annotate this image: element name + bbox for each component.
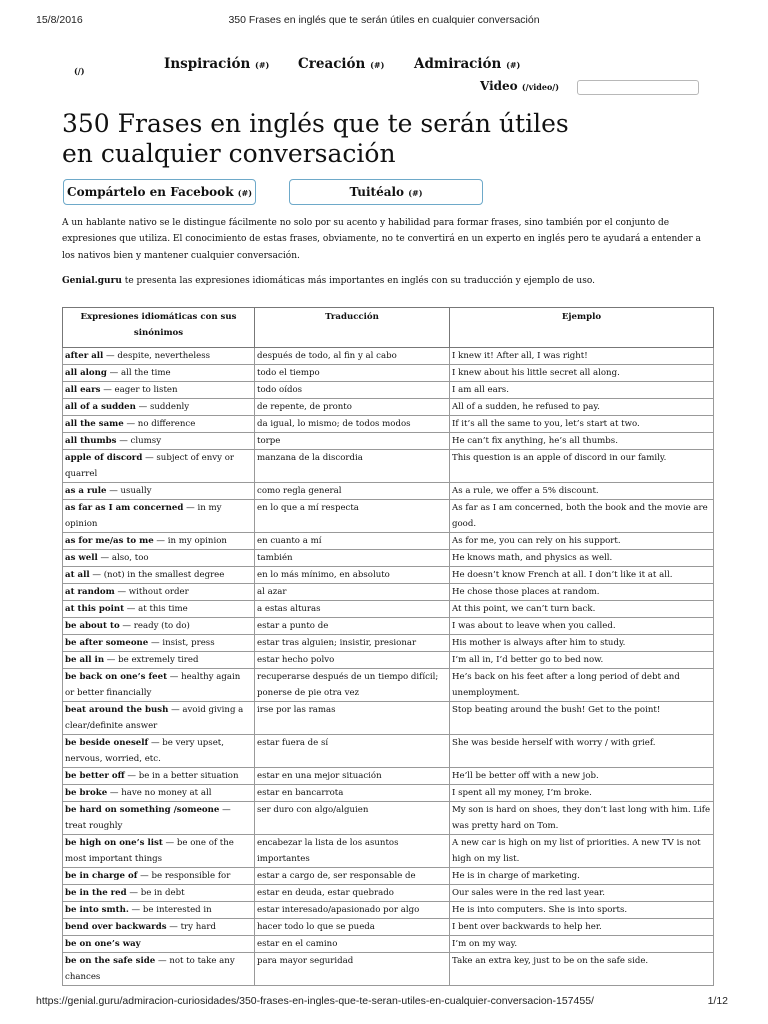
expression-synonyms: — no difference bbox=[123, 419, 196, 429]
example-cell: He is into computers. She is into sports. bbox=[450, 902, 714, 919]
expression-term: be about to bbox=[65, 621, 120, 631]
expression-term: be after someone bbox=[65, 638, 149, 648]
table-row bbox=[63, 785, 714, 802]
expression-term: beat around the bush bbox=[65, 705, 169, 715]
page-title bbox=[62, 109, 702, 169]
expression-cell bbox=[63, 584, 255, 601]
expression-cell bbox=[63, 550, 255, 567]
translation-cell: como regla general bbox=[255, 483, 450, 500]
table-row bbox=[63, 868, 714, 885]
nav-label: Admiración bbox=[414, 56, 502, 72]
table-row bbox=[63, 584, 714, 601]
example-cell: He doesn’t know French at all. I don’t like it at all. bbox=[450, 567, 714, 584]
example-cell: I am all ears. bbox=[450, 382, 714, 399]
expression-synonyms: — despite, nevertheless bbox=[103, 351, 211, 361]
expression-cell bbox=[63, 785, 255, 802]
expression-cell bbox=[63, 669, 255, 702]
table-row bbox=[63, 533, 714, 550]
expression-synonyms: — be one of the most important things bbox=[65, 838, 234, 864]
expression-cell bbox=[63, 601, 255, 618]
expression-term: bend over backwards bbox=[65, 922, 167, 932]
expression-synonyms: — be extremely tired bbox=[104, 655, 199, 665]
expression-term: be beside oneself bbox=[65, 738, 149, 748]
expression-cell bbox=[63, 835, 255, 868]
expression-cell bbox=[63, 399, 255, 416]
share-facebook-button[interactable] bbox=[63, 179, 256, 205]
expression-synonyms: — eager to listen bbox=[100, 385, 178, 395]
brand-name: Genial.guru bbox=[62, 276, 122, 286]
expression-term: be high on one’s list bbox=[65, 838, 163, 848]
share-facebook-anchor: (#) bbox=[237, 188, 252, 198]
expression-synonyms: — be responsible for bbox=[137, 871, 231, 881]
expression-cell bbox=[63, 919, 255, 936]
expression-cell bbox=[63, 902, 255, 919]
example-cell: As a rule, we offer a 5% discount. bbox=[450, 483, 714, 500]
expression-cell bbox=[63, 500, 255, 533]
phrases-table bbox=[62, 307, 714, 986]
expression-cell bbox=[63, 483, 255, 500]
example-cell: Take an extra key, just to be on the safe side. bbox=[450, 953, 714, 986]
expression-term: be on one’s way bbox=[65, 939, 141, 949]
translation-cell: estar hecho polvo bbox=[255, 652, 450, 669]
translation-cell: de repente, de pronto bbox=[255, 399, 450, 416]
table-header-row bbox=[63, 308, 714, 348]
top-navigation bbox=[0, 52, 768, 102]
expression-cell bbox=[63, 618, 255, 635]
translation-cell: en cuanto a mí bbox=[255, 533, 450, 550]
expression-cell bbox=[63, 348, 255, 365]
example-cell: Our sales were in the red last year. bbox=[450, 885, 714, 902]
expression-term: be all in bbox=[65, 655, 105, 665]
table-row bbox=[63, 618, 714, 635]
table-row bbox=[63, 433, 714, 450]
example-cell: As for me, you can rely on his support. bbox=[450, 533, 714, 550]
expression-synonyms: — also, too bbox=[97, 553, 149, 563]
share-twitter-anchor: (#) bbox=[408, 188, 423, 198]
translation-cell: después de todo, al fin y al cabo bbox=[255, 348, 450, 365]
table-row bbox=[63, 500, 714, 533]
header-example: Ejemplo bbox=[450, 308, 714, 348]
example-cell: I knew about his little secret all along. bbox=[450, 365, 714, 382]
expression-cell bbox=[63, 735, 255, 768]
share-twitter-label: Tuitéalo bbox=[349, 185, 405, 199]
translation-cell: irse por las ramas bbox=[255, 702, 450, 735]
translation-cell: estar en el camino bbox=[255, 936, 450, 953]
nav-label: Inspiración bbox=[164, 56, 251, 72]
expression-cell bbox=[63, 702, 255, 735]
expression-cell bbox=[63, 953, 255, 986]
table-row bbox=[63, 483, 714, 500]
expression-synonyms: — ready (to do) bbox=[119, 621, 190, 631]
example-cell: As far as I am concerned, both the book and the movie are good. bbox=[450, 500, 714, 533]
example-cell: He is in charge of marketing. bbox=[450, 868, 714, 885]
expression-synonyms: — (not) in the smallest degree bbox=[89, 570, 225, 580]
expression-term: as far as I am concerned bbox=[65, 503, 184, 513]
title-line-2: en cualquier conversación bbox=[62, 139, 396, 168]
expression-synonyms: — subject of envy or quarrel bbox=[65, 453, 235, 479]
print-date: 15/8/2016 bbox=[36, 14, 83, 26]
expression-term: all the same bbox=[65, 419, 124, 429]
translation-cell: en lo más mínimo, en absoluto bbox=[255, 567, 450, 584]
expression-synonyms: — in my opinion bbox=[65, 503, 222, 529]
table-row bbox=[63, 567, 714, 584]
nav-item-admiracion[interactable] bbox=[414, 56, 520, 72]
expression-term: be better off bbox=[65, 771, 125, 781]
nav-item-inspiracion[interactable] bbox=[164, 56, 269, 72]
expression-term: be in charge of bbox=[65, 871, 138, 881]
intro-2-text: te presenta las expresiones idiomáticas más importantes en inglés con su traducción y ejemplo de uso. bbox=[121, 276, 595, 286]
expression-cell bbox=[63, 868, 255, 885]
table-row bbox=[63, 919, 714, 936]
expression-term: at all bbox=[65, 570, 90, 580]
header-translation: Traducción bbox=[255, 308, 450, 348]
example-cell: If it’s all the same to you, let’s start at two. bbox=[450, 416, 714, 433]
table-row bbox=[63, 936, 714, 953]
expression-cell bbox=[63, 365, 255, 382]
expression-synonyms: — have no money at all bbox=[107, 788, 212, 798]
nav-link-anchor: (/video/) bbox=[521, 82, 559, 92]
expression-synonyms: — clumsy bbox=[116, 436, 162, 446]
translation-cell: hacer todo lo que se pueda bbox=[255, 919, 450, 936]
expression-term: after all bbox=[65, 351, 104, 361]
expression-cell bbox=[63, 433, 255, 450]
expression-synonyms: — be interested in bbox=[128, 905, 212, 915]
example-cell: Stop beating around the bush! Get to the point! bbox=[450, 702, 714, 735]
table-row bbox=[63, 348, 714, 365]
translation-cell: estar a cargo de, ser responsable de bbox=[255, 868, 450, 885]
expression-synonyms: — be in debt bbox=[126, 888, 185, 898]
example-cell: He chose those places at random. bbox=[450, 584, 714, 601]
example-cell: His mother is always after him to study. bbox=[450, 635, 714, 652]
example-cell: I was about to leave when you called. bbox=[450, 618, 714, 635]
translation-cell: da igual, lo mismo; de todos modos bbox=[255, 416, 450, 433]
example-cell: He’ll be better off with a new job. bbox=[450, 768, 714, 785]
nav-item-video[interactable] bbox=[480, 79, 559, 93]
example-cell: I’m all in, I’d better go to bed now. bbox=[450, 652, 714, 669]
expression-synonyms: — avoid giving a clear/definite answer bbox=[65, 705, 244, 731]
table-row bbox=[63, 902, 714, 919]
print-page-title: 350 Frases en inglés que te serán útiles en cualquier conversación bbox=[228, 14, 540, 26]
expression-cell bbox=[63, 802, 255, 835]
example-cell: He knows math, and physics as well. bbox=[450, 550, 714, 567]
example-cell: I spent all my money, I’m broke. bbox=[450, 785, 714, 802]
expression-term: all along bbox=[65, 368, 107, 378]
table-row bbox=[63, 835, 714, 868]
expression-term: as a rule bbox=[65, 486, 107, 496]
intro-paragraph: A un hablante nativo se le distingue fácilmente no solo por su acento y habilidad para formar frases, sino también por el conjunto de expresiones que utiliza. El conocimiento de estas frases, obviamente, no te convertirá en un experto en inglés pero te ayudará a entender a los nativos bien y mantener cualquier conversación. bbox=[62, 218, 701, 261]
expression-synonyms: — usually bbox=[106, 486, 152, 496]
expression-term: all thumbs bbox=[65, 436, 117, 446]
expression-synonyms: — insist, press bbox=[148, 638, 215, 648]
expression-synonyms: — healthy again or better financially bbox=[65, 672, 241, 698]
expression-synonyms: — at this time bbox=[124, 604, 188, 614]
translation-cell: manzana de la discordia bbox=[255, 450, 450, 483]
translation-cell: todo el tiempo bbox=[255, 365, 450, 382]
expression-term: all of a sudden bbox=[65, 402, 136, 412]
example-cell: A new car is high on my list of priorities. A new TV is not high on my list. bbox=[450, 835, 714, 868]
expression-synonyms: — all the time bbox=[106, 368, 171, 378]
title-line-1: 350 Frases en inglés que te serán útiles bbox=[62, 109, 569, 138]
expression-synonyms: — be in a better situation bbox=[124, 771, 239, 781]
share-facebook-label: Compártelo en Facebook bbox=[67, 185, 234, 199]
expression-term: as for me/as to me bbox=[65, 536, 154, 546]
expression-term: as well bbox=[65, 553, 98, 563]
expression-synonyms: — try hard bbox=[166, 922, 217, 932]
home-link[interactable]: (/) bbox=[74, 66, 85, 76]
table-row bbox=[63, 802, 714, 835]
table-row bbox=[63, 601, 714, 618]
intro-paragraph-2 bbox=[62, 273, 712, 289]
translation-cell: estar en deuda, estar quebrado bbox=[255, 885, 450, 902]
expression-term: be back on one’s feet bbox=[65, 672, 168, 682]
expression-synonyms: — not to take any chances bbox=[65, 956, 235, 982]
nav-link-anchor: (#) bbox=[506, 60, 521, 70]
translation-cell: a estas alturas bbox=[255, 601, 450, 618]
nav-label: Video bbox=[480, 79, 518, 93]
table-row bbox=[63, 768, 714, 785]
expression-cell bbox=[63, 885, 255, 902]
translation-cell: recuperarse después de un tiempo difícil; ponerse de pie otra vez bbox=[255, 669, 450, 702]
expression-cell bbox=[63, 382, 255, 399]
example-cell: He’s back on his feet after a long period of debt and unemployment. bbox=[450, 669, 714, 702]
translation-cell: estar interesado/apasionado por algo bbox=[255, 902, 450, 919]
example-cell: All of a sudden, he refused to pay. bbox=[450, 399, 714, 416]
share-twitter-button[interactable] bbox=[289, 179, 483, 205]
table-body bbox=[63, 348, 714, 986]
translation-cell: estar en bancarrota bbox=[255, 785, 450, 802]
translation-cell: estar en una mejor situación bbox=[255, 768, 450, 785]
table-row bbox=[63, 735, 714, 768]
expression-term: at this point bbox=[65, 604, 125, 614]
expression-synonyms: — be very upset, nervous, worried, etc. bbox=[65, 738, 224, 764]
table-row bbox=[63, 885, 714, 902]
expression-cell bbox=[63, 768, 255, 785]
translation-cell: al azar bbox=[255, 584, 450, 601]
expression-cell bbox=[63, 652, 255, 669]
expression-term: be into smth. bbox=[65, 905, 129, 915]
translation-cell: en lo que a mí respecta bbox=[255, 500, 450, 533]
expression-term: be in the red bbox=[65, 888, 127, 898]
nav-link-anchor: (#) bbox=[255, 60, 270, 70]
example-cell: My son is hard on shoes, they don’t last long with him. Life was pretty hard on Tom. bbox=[450, 802, 714, 835]
table-row bbox=[63, 416, 714, 433]
nav-label: Creación bbox=[298, 56, 366, 72]
table-row bbox=[63, 365, 714, 382]
expression-synonyms: — suddenly bbox=[135, 402, 190, 412]
expression-cell bbox=[63, 416, 255, 433]
translation-cell: encabezar la lista de los asuntos importantes bbox=[255, 835, 450, 868]
table-row bbox=[63, 382, 714, 399]
expression-cell bbox=[63, 450, 255, 483]
example-cell: I knew it! After all, I was right! bbox=[450, 348, 714, 365]
example-cell: I bent over backwards to help her. bbox=[450, 919, 714, 936]
print-url: https://genial.guru/admiracion-curiosidades/350-frases-en-ingles-que-te-seran-utiles-en-cualquier-conversacion-157455/ bbox=[36, 995, 594, 1007]
translation-cell: para mayor seguridad bbox=[255, 953, 450, 986]
translation-cell: torpe bbox=[255, 433, 450, 450]
expression-term: at random bbox=[65, 587, 115, 597]
translation-cell: estar fuera de sí bbox=[255, 735, 450, 768]
example-cell: I’m on my way. bbox=[450, 936, 714, 953]
expression-term: be on the safe side bbox=[65, 956, 156, 966]
expression-synonyms: — in my opinion bbox=[153, 536, 227, 546]
table-row bbox=[63, 953, 714, 986]
print-footer bbox=[0, 995, 768, 1009]
example-cell: She was beside herself with worry / with grief. bbox=[450, 735, 714, 768]
table-row bbox=[63, 702, 714, 735]
translation-cell: estar a punto de bbox=[255, 618, 450, 635]
page-counter: 1/12 bbox=[707, 995, 728, 1007]
header-expressions: Expresiones idiomáticas con sus sinónimos bbox=[63, 308, 255, 348]
expression-term: be broke bbox=[65, 788, 108, 798]
expression-cell bbox=[63, 635, 255, 652]
example-cell: This question is an apple of discord in our family. bbox=[450, 450, 714, 483]
table-row bbox=[63, 550, 714, 567]
expression-cell bbox=[63, 533, 255, 550]
translation-cell: todo oídos bbox=[255, 382, 450, 399]
translation-cell: ser duro con algo/alguien bbox=[255, 802, 450, 835]
expression-cell bbox=[63, 567, 255, 584]
table-row bbox=[63, 399, 714, 416]
table-row bbox=[63, 652, 714, 669]
translation-cell: también bbox=[255, 550, 450, 567]
translation-cell: estar tras alguien; insistir, presionar bbox=[255, 635, 450, 652]
example-cell: At this point, we can’t turn back. bbox=[450, 601, 714, 618]
expression-term: be hard on something /someone bbox=[65, 805, 220, 815]
search-input[interactable] bbox=[577, 80, 699, 95]
table-row bbox=[63, 635, 714, 652]
expression-term: apple of discord bbox=[65, 453, 143, 463]
expression-synonyms: — without order bbox=[114, 587, 189, 597]
nav-link-anchor: (#) bbox=[370, 60, 385, 70]
expression-cell bbox=[63, 936, 255, 953]
example-cell: He can’t fix anything, he’s all thumbs. bbox=[450, 433, 714, 450]
expression-synonyms: — treat roughly bbox=[65, 805, 231, 831]
expression-term: all ears bbox=[65, 385, 101, 395]
nav-item-creacion[interactable] bbox=[298, 56, 384, 72]
print-header bbox=[0, 14, 768, 28]
table-row bbox=[63, 669, 714, 702]
table-row bbox=[63, 450, 714, 483]
